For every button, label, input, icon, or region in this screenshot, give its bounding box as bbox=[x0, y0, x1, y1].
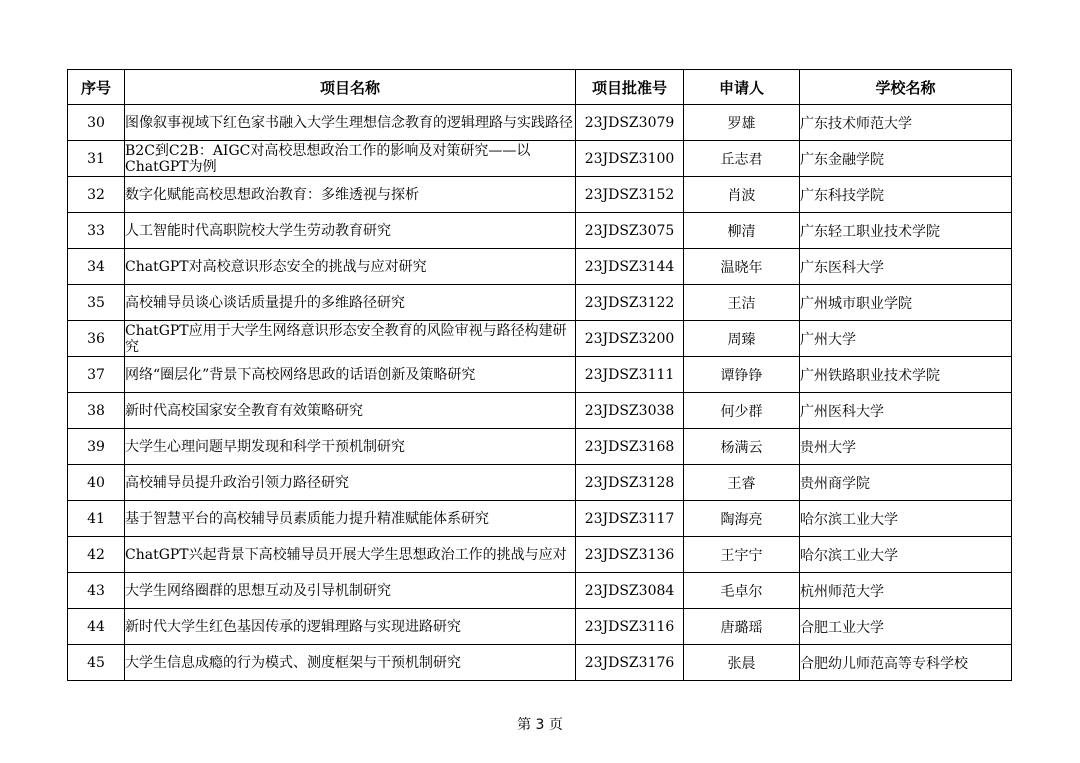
approval-number: 23JDSZ3117 bbox=[576, 501, 684, 537]
project-title: 网络“圈层化”背景下高校网络思政的话语创新及策略研究 bbox=[125, 357, 576, 393]
approval-number: 23JDSZ3176 bbox=[576, 645, 684, 681]
applicant: 何少群 bbox=[684, 393, 800, 429]
school-name: 广东医科大学 bbox=[800, 249, 1012, 285]
header-school: 学校名称 bbox=[800, 70, 1012, 105]
row-number: 32 bbox=[68, 177, 125, 213]
project-title: ChatGPT对高校意识形态安全的挑战与应对研究 bbox=[125, 249, 576, 285]
table-row bbox=[68, 213, 1012, 249]
row-number: 44 bbox=[68, 609, 125, 645]
school-name: 广州城市职业学院 bbox=[800, 285, 1012, 321]
table-row bbox=[68, 501, 1012, 537]
table-row bbox=[68, 537, 1012, 573]
project-title: 高校辅导员谈心谈话质量提升的多维路径研究 bbox=[125, 285, 576, 321]
applicant: 谭铮铮 bbox=[684, 357, 800, 393]
applicant: 毛卓尔 bbox=[684, 573, 800, 609]
table-row bbox=[68, 465, 1012, 501]
table-row bbox=[68, 249, 1012, 285]
approval-number: 23JDSZ3116 bbox=[576, 609, 684, 645]
school-name: 广东轻工职业技术学院 bbox=[800, 213, 1012, 249]
page-number: 第 3 页 bbox=[517, 717, 563, 733]
applicant: 罗雄 bbox=[684, 105, 800, 141]
table-row bbox=[68, 321, 1012, 357]
project-title: 大学生网络圈群的思想互动及引导机制研究 bbox=[125, 573, 576, 609]
applicant: 杨满云 bbox=[684, 429, 800, 465]
approval-number: 23JDSZ3144 bbox=[576, 249, 684, 285]
header-code: 项目批准号 bbox=[576, 70, 684, 105]
approval-number: 23JDSZ3100 bbox=[576, 141, 684, 177]
school-name: 合肥幼儿师范高等专科学校 bbox=[800, 645, 1012, 681]
approval-number: 23JDSZ3111 bbox=[576, 357, 684, 393]
school-name: 杭州师范大学 bbox=[800, 573, 1012, 609]
project-title: B2C到C2B：AIGC对高校思想政治工作的影响及对策研究——以ChatGPT为例 bbox=[125, 141, 576, 177]
row-number: 43 bbox=[68, 573, 125, 609]
approval-number: 23JDSZ3136 bbox=[576, 537, 684, 573]
applicant: 丘志君 bbox=[684, 141, 800, 177]
row-number: 38 bbox=[68, 393, 125, 429]
table-row bbox=[68, 141, 1012, 177]
approval-number: 23JDSZ3168 bbox=[576, 429, 684, 465]
school-name: 合肥工业大学 bbox=[800, 609, 1012, 645]
table-row bbox=[68, 645, 1012, 681]
project-title: 大学生信息成瘾的行为模式、测度框架与干预机制研究 bbox=[125, 645, 576, 681]
project-title: 数字化赋能高校思想政治教育：多维透视与探析 bbox=[125, 177, 576, 213]
project-title: ChatGPT应用于大学生网络意识形态安全教育的风险审视与路径构建研究 bbox=[125, 321, 576, 357]
row-number: 36 bbox=[68, 321, 125, 357]
applicant: 柳清 bbox=[684, 213, 800, 249]
row-number: 34 bbox=[68, 249, 125, 285]
row-number: 31 bbox=[68, 141, 125, 177]
project-title: 人工智能时代高职院校大学生劳动教育研究 bbox=[125, 213, 576, 249]
applicant: 王睿 bbox=[684, 465, 800, 501]
row-number: 33 bbox=[68, 213, 125, 249]
header-row bbox=[68, 70, 1012, 105]
applicant: 唐璐瑶 bbox=[684, 609, 800, 645]
approval-number: 23JDSZ3152 bbox=[576, 177, 684, 213]
approval-number: 23JDSZ3084 bbox=[576, 573, 684, 609]
applicant: 王洁 bbox=[684, 285, 800, 321]
table-row bbox=[68, 177, 1012, 213]
row-number: 40 bbox=[68, 465, 125, 501]
row-number: 39 bbox=[68, 429, 125, 465]
school-name: 贵州商学院 bbox=[800, 465, 1012, 501]
school-name: 广州医科大学 bbox=[800, 393, 1012, 429]
applicant: 王宇宁 bbox=[684, 537, 800, 573]
approval-number: 23JDSZ3038 bbox=[576, 393, 684, 429]
applicant: 温晓年 bbox=[684, 249, 800, 285]
applicant: 陶海亮 bbox=[684, 501, 800, 537]
project-title: 图像叙事视域下红色家书融入大学生理想信念教育的逻辑理路与实践路径 bbox=[125, 105, 576, 141]
table-row bbox=[68, 573, 1012, 609]
table-row bbox=[68, 105, 1012, 141]
project-title: 新时代高校国家安全教育有效策略研究 bbox=[125, 393, 576, 429]
applicant: 周臻 bbox=[684, 321, 800, 357]
approval-number: 23JDSZ3079 bbox=[576, 105, 684, 141]
project-title: 新时代大学生红色基因传承的逻辑理路与实现进路研究 bbox=[125, 609, 576, 645]
project-title: ChatGPT兴起背景下高校辅导员开展大学生思想政治工作的挑战与应对 bbox=[125, 537, 576, 573]
school-name: 广州大学 bbox=[800, 321, 1012, 357]
project-title: 大学生心理问题早期发现和科学干预机制研究 bbox=[125, 429, 576, 465]
school-name: 广州铁路职业技术学院 bbox=[800, 357, 1012, 393]
table-row bbox=[68, 357, 1012, 393]
table-row bbox=[68, 429, 1012, 465]
project-table bbox=[67, 69, 1012, 681]
table-row bbox=[68, 393, 1012, 429]
header-no: 序号 bbox=[68, 70, 125, 105]
header-person: 申请人 bbox=[684, 70, 800, 105]
row-number: 35 bbox=[68, 285, 125, 321]
header-title: 项目名称 bbox=[125, 70, 576, 105]
table-row bbox=[68, 285, 1012, 321]
project-title: 高校辅导员提升政治引领力路径研究 bbox=[125, 465, 576, 501]
school-name: 广东金融学院 bbox=[800, 141, 1012, 177]
approval-number: 23JDSZ3200 bbox=[576, 321, 684, 357]
approval-number: 23JDSZ3122 bbox=[576, 285, 684, 321]
applicant: 肖波 bbox=[684, 177, 800, 213]
row-number: 37 bbox=[68, 357, 125, 393]
project-title: 基于智慧平台的高校辅导员素质能力提升精准赋能体系研究 bbox=[125, 501, 576, 537]
table-row bbox=[68, 609, 1012, 645]
school-name: 广东科技学院 bbox=[800, 177, 1012, 213]
row-number: 41 bbox=[68, 501, 125, 537]
row-number: 42 bbox=[68, 537, 125, 573]
row-number: 45 bbox=[68, 645, 125, 681]
school-name: 哈尔滨工业大学 bbox=[800, 537, 1012, 573]
school-name: 贵州大学 bbox=[800, 429, 1012, 465]
school-name: 哈尔滨工业大学 bbox=[800, 501, 1012, 537]
row-number: 30 bbox=[68, 105, 125, 141]
applicant: 张晨 bbox=[684, 645, 800, 681]
approval-number: 23JDSZ3128 bbox=[576, 465, 684, 501]
school-name: 广东技术师范大学 bbox=[800, 105, 1012, 141]
approval-number: 23JDSZ3075 bbox=[576, 213, 684, 249]
